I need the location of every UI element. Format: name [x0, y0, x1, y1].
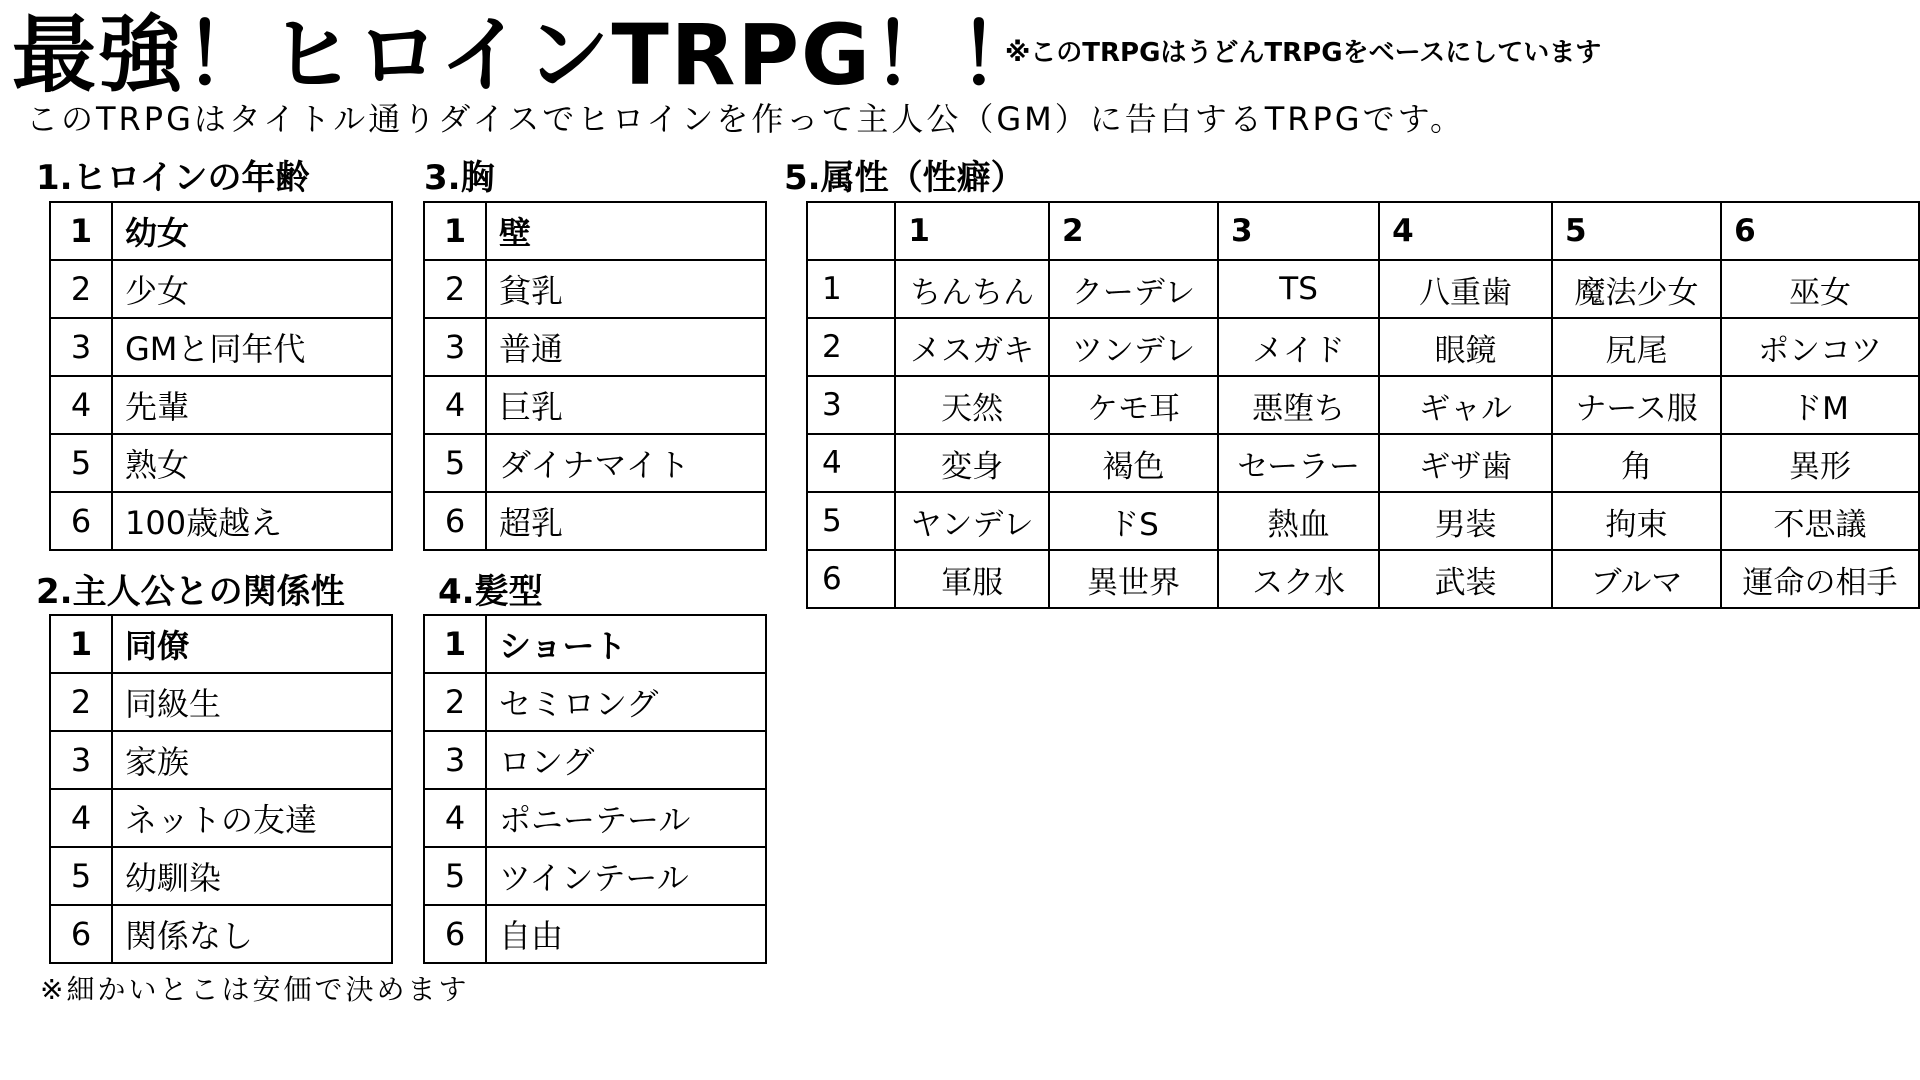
row-number: 2: [424, 673, 486, 731]
row-value: 巨乳: [486, 376, 766, 434]
table-row: [807, 492, 1919, 550]
row-value: ポニーテール: [486, 789, 766, 847]
base-note: ※このTRPGはうどんTRPGをベースにしています: [1005, 38, 1602, 68]
attribute-cell: 異世界: [1049, 550, 1218, 608]
attribute-cell: 尻尾: [1552, 318, 1721, 376]
column-header: 6: [1721, 202, 1919, 260]
table-row: [807, 550, 1919, 608]
column-header: 5: [1552, 202, 1721, 260]
attribute-cell: 熱血: [1218, 492, 1379, 550]
attribute-cell: 巫女: [1721, 260, 1919, 318]
row-number: 1: [424, 202, 486, 260]
row-value: セミロング: [486, 673, 766, 731]
row-value: 幼女: [112, 202, 392, 260]
attribute-cell: 天然: [895, 376, 1049, 434]
page-subtitle: このTRPGはタイトル通りダイスでヒロインを作って主人公（GM）に告白するTRPGです。: [26, 100, 1466, 138]
attribute-cell: 眼鏡: [1379, 318, 1552, 376]
row-number: 6: [424, 492, 486, 550]
page-title: 最強！ヒロインTRPG！！: [12, 6, 1044, 104]
attribute-cell: ギャル: [1379, 376, 1552, 434]
attribute-cell: ポンコツ: [1721, 318, 1919, 376]
row-number: 4: [807, 434, 895, 492]
row-value: ツインテール: [486, 847, 766, 905]
table-row: [424, 260, 766, 318]
table-row: [807, 260, 1919, 318]
row-value: 先輩: [112, 376, 392, 434]
attribute-cell: セーラー: [1218, 434, 1379, 492]
attribute-cell: 男装: [1379, 492, 1552, 550]
footnote: ※細かいとこは安価で決めます: [40, 973, 470, 1006]
row-value: 普通: [486, 318, 766, 376]
row-value: 超乳: [486, 492, 766, 550]
section-title-chest: 3.胸: [424, 158, 495, 198]
row-number: 6: [50, 905, 112, 963]
relation-table: [49, 614, 393, 964]
table-row: [50, 260, 392, 318]
row-number: 1: [50, 615, 112, 673]
row-number: 5: [424, 434, 486, 492]
section-title-age: 1.ヒロインの年齢: [36, 158, 310, 198]
row-number: 4: [424, 789, 486, 847]
section-title-attributes: 5.属性（性癖）: [784, 158, 1025, 198]
row-number: 6: [807, 550, 895, 608]
attribute-cell: 角: [1552, 434, 1721, 492]
table-row: [50, 731, 392, 789]
row-value: 壁: [486, 202, 766, 260]
attribute-cell: ケモ耳: [1049, 376, 1218, 434]
attribute-cell: 褐色: [1049, 434, 1218, 492]
attribute-cell: ドS: [1049, 492, 1218, 550]
table-row: [50, 376, 392, 434]
row-number: 1: [50, 202, 112, 260]
row-value: ロング: [486, 731, 766, 789]
row-value: 熟女: [112, 434, 392, 492]
row-number: 1: [807, 260, 895, 318]
table-row: [50, 905, 392, 963]
table-row: [50, 847, 392, 905]
column-header: 1: [895, 202, 1049, 260]
row-number: 5: [807, 492, 895, 550]
column-header: [807, 202, 895, 260]
attribute-cell: メスガキ: [895, 318, 1049, 376]
attribute-cell: スク水: [1218, 550, 1379, 608]
column-header: 3: [1218, 202, 1379, 260]
table-row: [50, 318, 392, 376]
row-number: 3: [424, 731, 486, 789]
row-number: 1: [424, 615, 486, 673]
attribute-cell: クーデレ: [1049, 260, 1218, 318]
attribute-cell: 八重歯: [1379, 260, 1552, 318]
age-table: [49, 201, 393, 551]
row-number: 4: [50, 789, 112, 847]
row-number: 2: [807, 318, 895, 376]
row-value: 幼馴染: [112, 847, 392, 905]
row-number: 6: [50, 492, 112, 550]
attribute-cell: 異形: [1721, 434, 1919, 492]
attribute-cell: ツンデレ: [1049, 318, 1218, 376]
table-row: [424, 318, 766, 376]
row-number: 2: [50, 260, 112, 318]
attribute-cell: 悪堕ち: [1218, 376, 1379, 434]
column-header: 4: [1379, 202, 1552, 260]
row-number: 6: [424, 905, 486, 963]
table-row: [50, 615, 392, 673]
section-title-relation: 2.主人公との関係性: [36, 572, 345, 612]
table-row: [50, 673, 392, 731]
row-value: 自由: [486, 905, 766, 963]
row-value: ショート: [486, 615, 766, 673]
table-row: [424, 434, 766, 492]
row-value: ネットの友達: [112, 789, 392, 847]
attribute-cell: 運命の相手: [1721, 550, 1919, 608]
table-row: [50, 202, 392, 260]
table-row: [807, 376, 1919, 434]
table-row: [424, 673, 766, 731]
row-number: 3: [424, 318, 486, 376]
table-row: [424, 202, 766, 260]
attribute-cell: 魔法少女: [1552, 260, 1721, 318]
attribute-cell: ブルマ: [1552, 550, 1721, 608]
attribute-cell: ちんちん: [895, 260, 1049, 318]
attribute-cell: 武装: [1379, 550, 1552, 608]
row-number: 4: [50, 376, 112, 434]
hair-table: [423, 614, 767, 964]
attribute-cell: TS: [1218, 260, 1379, 318]
row-number: 2: [424, 260, 486, 318]
row-number: 5: [50, 434, 112, 492]
attribute-cell: 不思議: [1721, 492, 1919, 550]
table-row: [424, 905, 766, 963]
table-row: [807, 434, 1919, 492]
table-header-row: [807, 202, 1919, 260]
attribute-cell: ギザ歯: [1379, 434, 1552, 492]
row-number: 5: [424, 847, 486, 905]
row-value: 関係なし: [112, 905, 392, 963]
section-title-hair: 4.髪型: [438, 572, 543, 612]
row-value: 家族: [112, 731, 392, 789]
attribute-cell: 変身: [895, 434, 1049, 492]
table-row: [424, 492, 766, 550]
attribute-cell: 軍服: [895, 550, 1049, 608]
attribute-cell: ヤンデレ: [895, 492, 1049, 550]
table-row: [807, 318, 1919, 376]
table-row: [50, 434, 392, 492]
attribute-cell: メイド: [1218, 318, 1379, 376]
table-row: [50, 492, 392, 550]
row-number: 5: [50, 847, 112, 905]
chest-table: [423, 201, 767, 551]
column-header: 2: [1049, 202, 1218, 260]
row-value: ダイナマイト: [486, 434, 766, 492]
row-value: 同僚: [112, 615, 392, 673]
table-row: [424, 789, 766, 847]
attribute-cell: ナース服: [1552, 376, 1721, 434]
table-row: [424, 376, 766, 434]
row-value: 貧乳: [486, 260, 766, 318]
table-row: [50, 789, 392, 847]
row-value: 同級生: [112, 673, 392, 731]
attribute-cell: 拘束: [1552, 492, 1721, 550]
attribute-cell: ドM: [1721, 376, 1919, 434]
row-number: 2: [50, 673, 112, 731]
table-row: [424, 847, 766, 905]
table-row: [424, 731, 766, 789]
row-value: 100歳越え: [112, 492, 392, 550]
row-value: GMと同年代: [112, 318, 392, 376]
row-number: 3: [50, 731, 112, 789]
row-number: 4: [424, 376, 486, 434]
row-number: 3: [807, 376, 895, 434]
table-row: [424, 615, 766, 673]
row-value: 少女: [112, 260, 392, 318]
row-number: 3: [50, 318, 112, 376]
attributes-table: [806, 201, 1920, 609]
